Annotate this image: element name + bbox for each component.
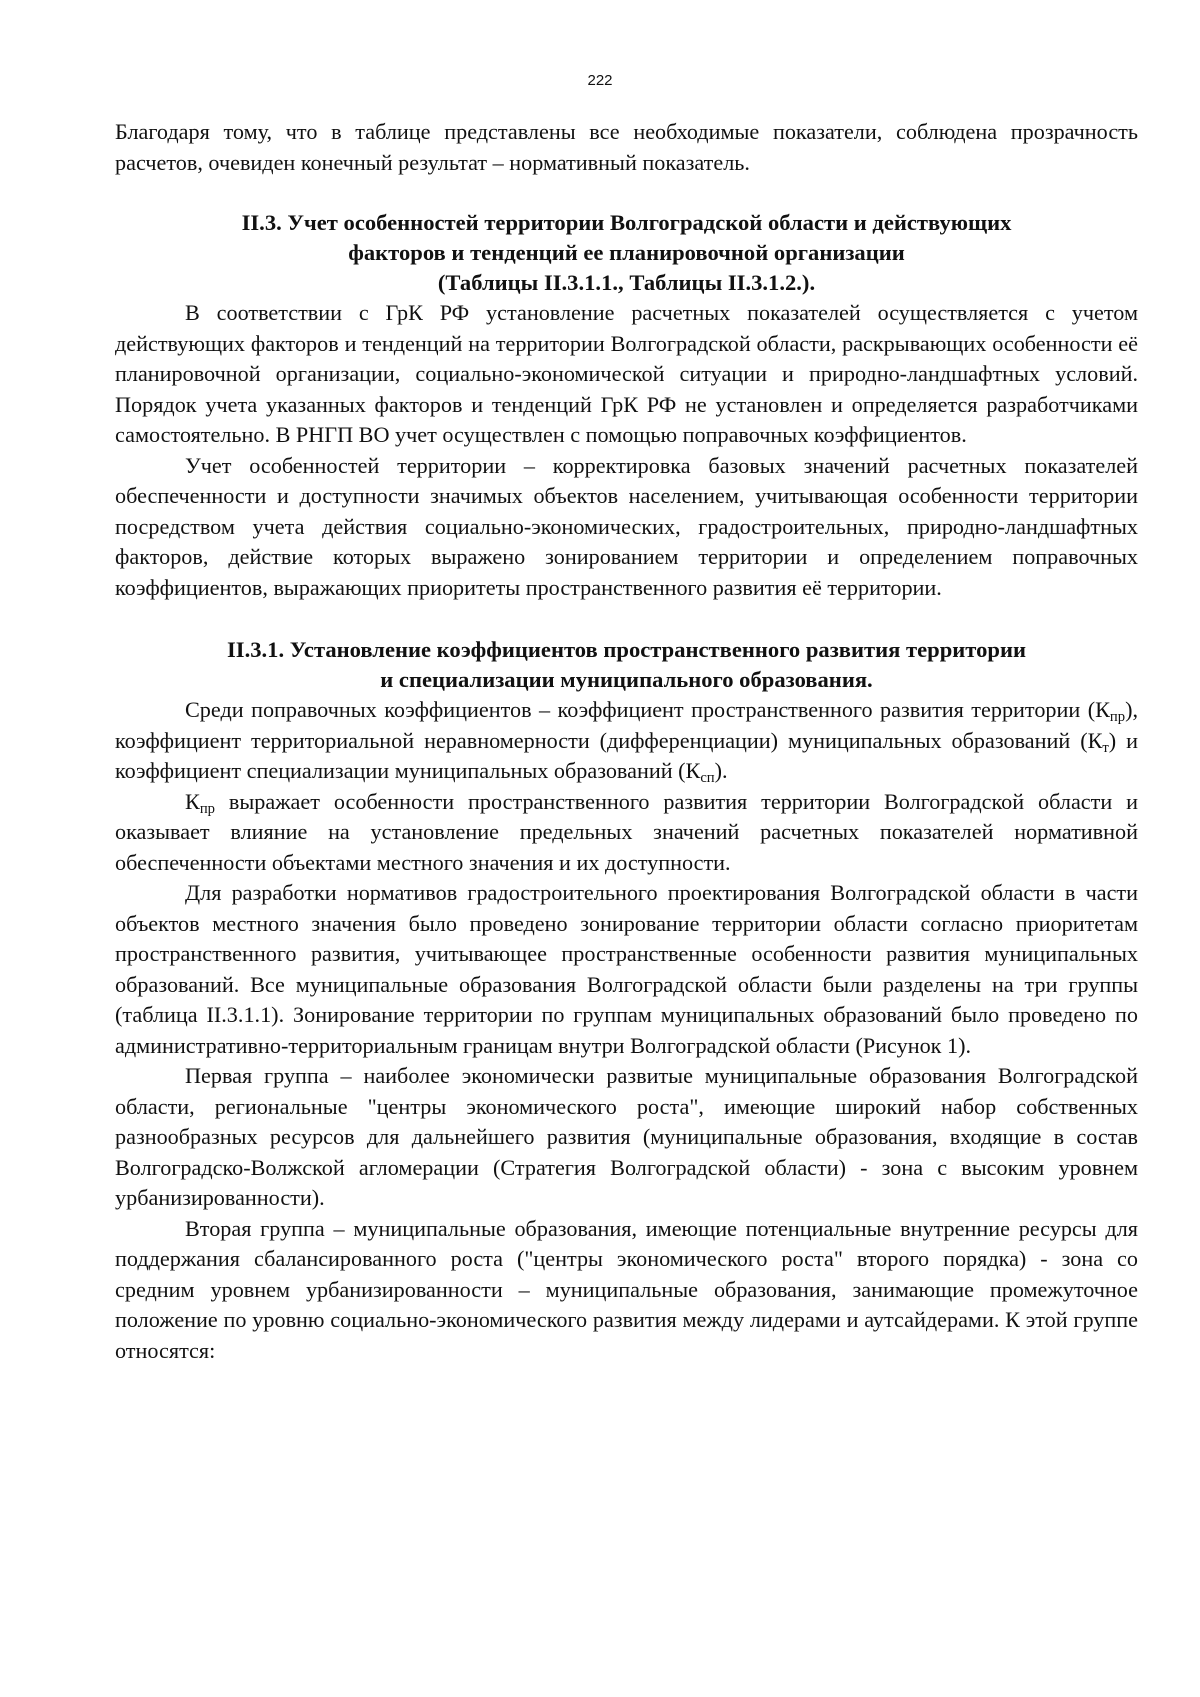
section-heading-line: II.3. Учет особенностей территории Волгоградской области и действующих <box>241 210 1012 235</box>
kpr-paragraph <box>115 787 1138 879</box>
text-fragment: ). <box>714 758 728 783</box>
coefficients-paragraph <box>115 695 1138 787</box>
section-heading-line: и специализации муниципального образования. <box>380 667 873 692</box>
section-heading-ii-3 <box>115 208 1138 298</box>
section-heading-line: (Таблицы II.3.1.1., Таблицы II.3.1.2.). <box>437 270 816 295</box>
intro-paragraph: Благодаря тому, что в таблице представлены все необходимые показатели, соблюдена прозрачность расчетов, очевиден конечный результат – нормативный показатель. <box>115 119 1138 175</box>
document-body <box>115 117 1138 1366</box>
section-heading-line: факторов и тенденций ее планировочной организации <box>348 240 905 265</box>
text-fragment: Среди поправочных коэффициентов – коэффициент пространственного развития территории (К <box>185 697 1110 722</box>
body-paragraph: Учет особенностей территории – корректировка базовых значений расчетных показателей обеспеченности и доступности значимых объектов населением, учитывающая особенности территории посредством учета действия социально-экономических, градостроительных, природно-ландшафтных факторов, действие которых выражено зонированием территории и определением поправочных коэффициентов, выражающих приоритеты пространственного развития её территории. <box>115 452 1138 600</box>
body-paragraph: Первая группа – наиболее экономически развитые муниципальные образования Волгоградской области, региональные "центры экономического роста", имеющие широкий набор собственных разнообразных ресурсов для дальнейшего развития (муниципальные образования, входящие в состав Волгоградско-Волжской агломерации (Стратегия Волгоградской области) - зона с высоким уровнем урбанизированности). <box>115 1063 1138 1210</box>
subscript: пр <box>1109 709 1126 726</box>
section-heading-line: II.3.1. Установление коэффициентов пространственного развития территории <box>227 637 1026 662</box>
subscript: сп <box>700 770 715 787</box>
section-heading-ii-3-1 <box>115 635 1138 695</box>
subscript: пр <box>199 800 215 817</box>
text-fragment: выражает особенности пространственного развития территории Волгоградской области и оказывает влияние на установление предельных значений расчетных показателей нормативной обеспеченности объектами местного значения и их доступности. <box>115 788 1138 875</box>
text-fragment: ) и коэффициент специализации муниципальных образований (К <box>115 727 1138 783</box>
body-paragraph: В соответствии с ГрК РФ установление расчетных показателей осуществляется с учетом действующих факторов и тенденций на территории Волгоградской области, раскрывающих особенности её планировочной организации, социально-экономической ситуации и природно-ландшафтных условий. Порядок учета указанных факторов и тенденций ГрК РФ не установлен и определяется разработчиками самостоятельно. В РНГП ВО учет осуществлен с помощью поправочных коэффициентов. <box>115 300 1138 447</box>
subscript: т <box>1102 739 1109 756</box>
text-fragment: К <box>185 788 200 814</box>
page-number: 222 <box>587 72 613 89</box>
body-paragraph: Для разработки нормативов градостроительного проектирования Волгоградской области в части объектов местного значения было проведено зонирование территории области согласно приоритетам пространственного развития, учитывающее пространственные особенности развития муниципальных образований. Все муниципальные образования Волгоградской области были разделены на три группы (таблица II.3.1.1). Зонирование территории по группам муниципальных образований было проведено по административно-территориальным границам внутри Волгоградской области (Рисунок 1). <box>115 880 1138 1058</box>
text-fragment: ), коэффициент территориальной неравномерности (дифференциации) муниципальных образований (К <box>115 697 1138 753</box>
body-paragraph: Вторая группа – муниципальные образования, имеющие потенциальные внутренние ресурсы для поддержания сбалансированного роста ("центры экономического роста" второго порядка) - зона со средним уровнем урбанизированности – муниципальные образования, занимающие промежуточное положение по уровню социально-экономического развития между лидерами и аутсайдерами. К этой группе относятся: <box>115 1215 1138 1363</box>
